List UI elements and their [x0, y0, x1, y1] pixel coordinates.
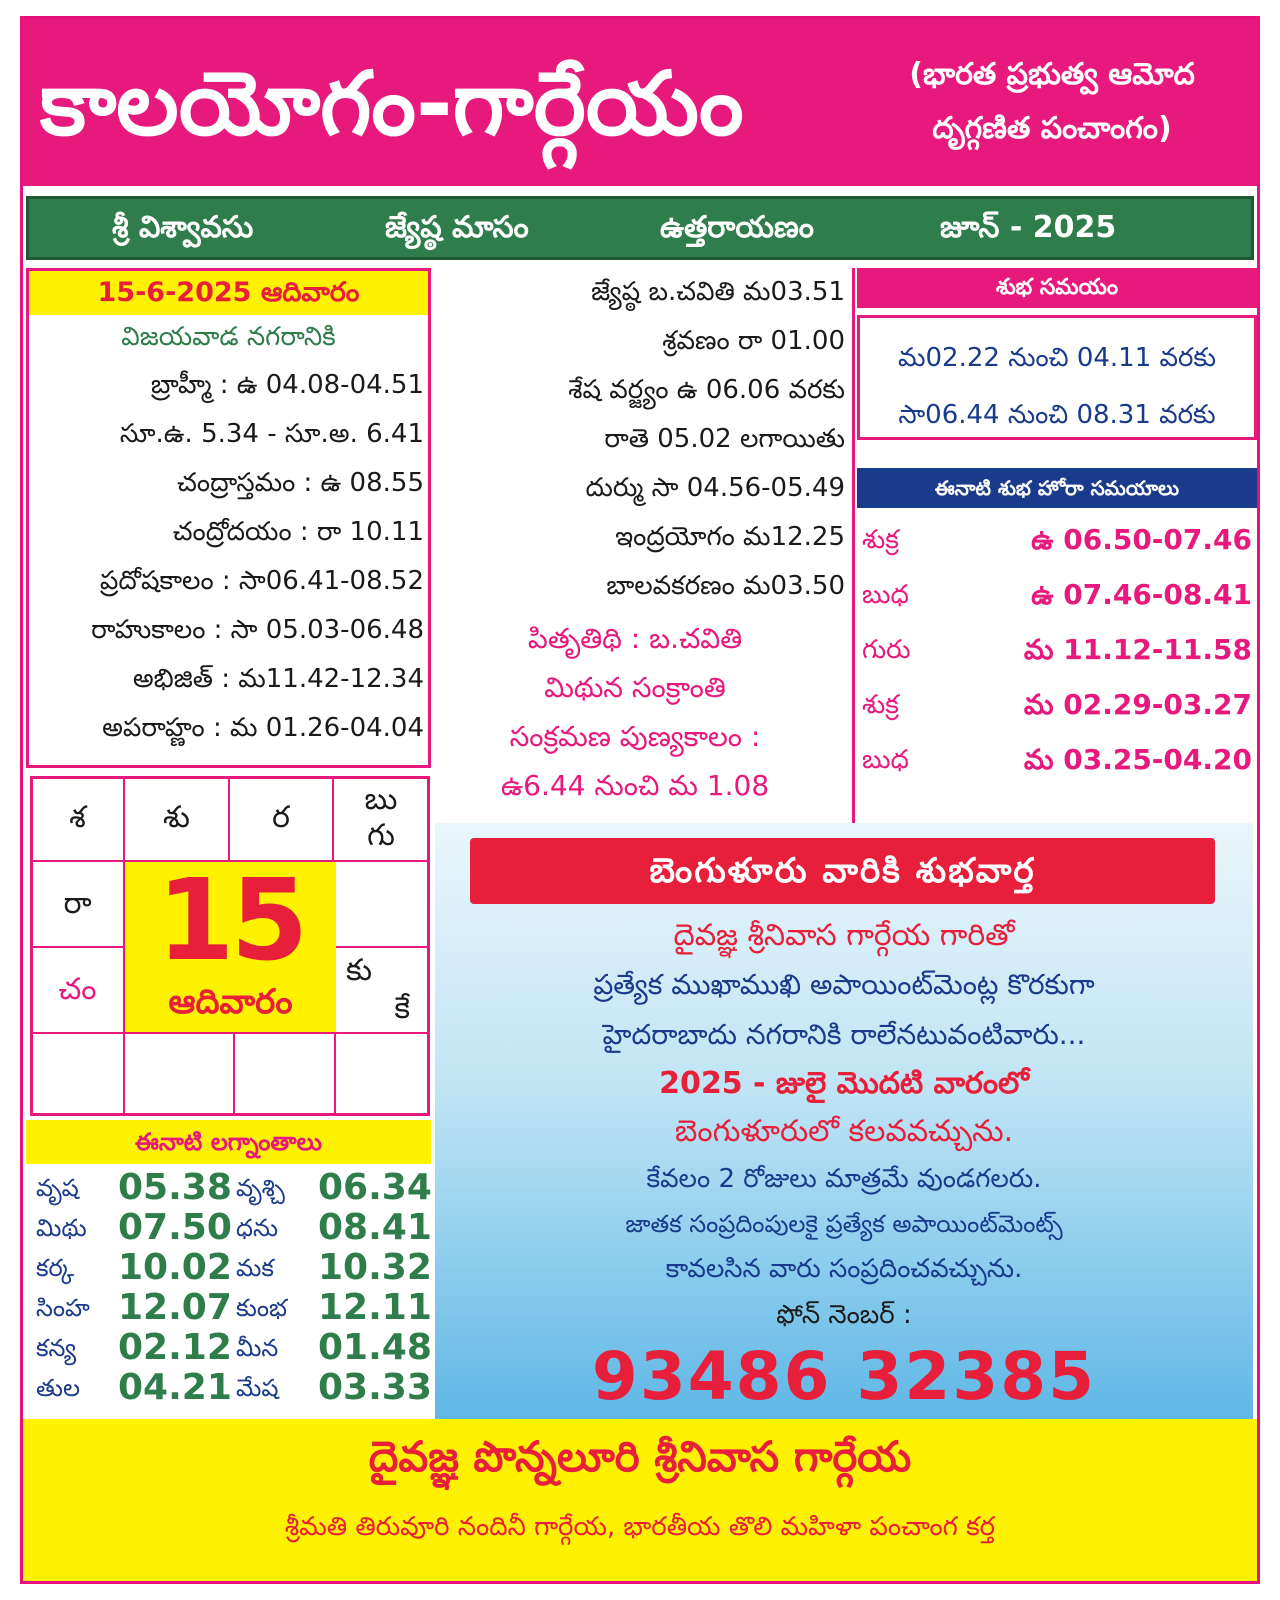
lagna-sign: మిథు: [36, 1214, 87, 1242]
day-box: [125, 856, 336, 1032]
lagna-time: 12.11: [318, 1287, 432, 1328]
lagna-time: 10.32: [318, 1247, 432, 1288]
chart-cell-mars-ketu: [334, 946, 430, 1034]
lagna-time: 02.12: [118, 1327, 232, 1368]
city-label: విజయవాడ నగరానికి: [121, 322, 336, 352]
year-name: శ్రీ విశ్వావసు: [112, 210, 254, 245]
panchang-line: శ్రవణం రా 01.00: [662, 326, 845, 356]
ad-line: కేవలం 2 రోజులు మాత్రమే వుండగలరు.: [646, 1164, 1042, 1194]
chart-cell-empty: [233, 1032, 336, 1116]
hora-time: ఉ 06.50-07.46: [1031, 523, 1252, 556]
timing-line: అభిజిత్ : మ11.42-12.34: [132, 664, 424, 694]
lagna-sign: మేష: [236, 1374, 279, 1402]
timing-line: సూ.ఉ. 5.34 - సూ.అ. 6.41: [119, 419, 424, 449]
lagna-heading: ఈనాటి లగ్నాంతాలు: [26, 1120, 431, 1164]
footer-author: దైవజ్ఞ పొన్నలూరి శ్రీనివాస గార్గేయ: [368, 1432, 912, 1481]
subtitle-line-1: (భారత ప్రభుత్వ ఆమోద: [909, 57, 1195, 92]
ad-line: 2025 - జులై మొదటి వారంలో: [659, 1066, 1029, 1101]
hora-heading: ఈనాటి శుభ హోరా సమయాలు: [857, 468, 1257, 508]
column-divider: [852, 268, 855, 823]
timing-line: బ్రాహ్మీ : ఉ 04.08-04.51: [150, 370, 424, 400]
phone-number: 93486 32385: [591, 1338, 1097, 1415]
timing-line: చంద్రాస్తమం : ఉ 08.55: [177, 468, 424, 498]
lagna-sign: ధను: [236, 1214, 279, 1242]
ad-line: దైవజ్ఞ శ్రీనివాస గార్గేయ గారితో: [673, 918, 1015, 953]
shubha-heading: శుభ సమయం: [857, 268, 1257, 308]
chart-cell-moon: చం: [30, 946, 125, 1034]
chart-cell-empty: [334, 860, 430, 948]
lagna-sign: కన్య: [36, 1334, 77, 1362]
day-number: 15: [156, 856, 305, 986]
lagna-sign: కర్క: [36, 1254, 75, 1282]
header-subtitle: [852, 48, 1252, 156]
month-name: జ్యేష్ఠ మాసం: [385, 210, 529, 245]
punyakalam-label: సంక్రమణ పుణ్యకాలం :: [509, 720, 761, 753]
lagna-sign: మక: [236, 1254, 274, 1282]
lagna-time: 08.41: [318, 1207, 432, 1248]
chart-cell-mercury-jupiter: [332, 776, 430, 862]
lagna-sign: తుల: [36, 1374, 80, 1402]
subtitle-line-2: దృగ్గణిత పంచాంగం): [932, 111, 1172, 146]
lagna-sign: మీన: [236, 1334, 279, 1362]
lagna-sign: వృష: [36, 1174, 79, 1202]
planet-jupiter: గు: [367, 818, 395, 853]
panchang-line: జ్యేష్ఠ బ.చవితి మ03.51: [591, 277, 845, 307]
sankranti: మిథున సంక్రాంతి: [544, 671, 726, 704]
lagna-sign: వృశ్చి: [236, 1174, 285, 1202]
ad-heading: బెంగుళూరు వారికి శుభవార్త: [470, 838, 1215, 904]
panchang-line: ఇంద్రయోగం మ12.25: [615, 522, 845, 552]
page-title: కాలయోగం-గార్గేయం: [40, 52, 744, 155]
shubha-line: మ02.22 నుంచి 04.11 వరకు: [898, 343, 1216, 373]
shubha-line: సా06.44 నుంచి 08.31 వరకు: [898, 400, 1216, 430]
chart-cell-sun: ర: [228, 776, 334, 862]
lagna-time: 10.02: [118, 1247, 232, 1288]
timing-line: అపరాహ్ణం : మ 01.26-04.04: [102, 713, 424, 743]
chart-cell-empty: [334, 1032, 430, 1116]
date-heading: 15-6-2025 ఆదివారం: [29, 271, 428, 315]
timing-line: చంద్రోదయం : రా 10.11: [172, 517, 424, 547]
lagna-time: 07.50: [118, 1207, 232, 1248]
phone-label: ఫోన్ నెంబర్ :: [776, 1300, 912, 1330]
lagna-time: 06.34: [318, 1167, 432, 1208]
chart-cell-venus: శు: [123, 776, 230, 862]
hora-planet: గురు: [862, 635, 911, 665]
timing-line: రాహుకాలం : సా 05.03-06.48: [91, 615, 424, 645]
hora-time: మ 11.12-11.58: [1023, 633, 1252, 666]
chart-cell-rahu: రా: [30, 860, 125, 948]
hora-planet: శుక్ర: [862, 525, 899, 555]
planet-mars: కు: [346, 953, 373, 988]
punyakalam-time: ఉ6.44 నుంచి మ 1.08: [500, 769, 770, 802]
lagna-time: 03.33: [318, 1367, 432, 1408]
ad-line: బెంగుళూరులో కలవవచ్చును.: [674, 1114, 1014, 1149]
hora-time: ఉ 07.46-08.41: [1031, 578, 1252, 611]
panchang-line: రాతె 05.02 లగాయితు: [604, 424, 845, 454]
lagna-sign: కుంభ: [236, 1294, 287, 1322]
chart-cell-saturn: శ: [30, 776, 125, 862]
footer-coauthor: శ్రీమతి తిరువూరి నందినీ గార్గేయ, భారతీయ తొలి మహిళా పంచాంగ కర్త: [284, 1512, 996, 1542]
panchang-line: శేష వర్జ్యం ఉ 06.06 వరకు: [568, 375, 845, 405]
ad-line: ప్రత్యేక ముఖాముఖి అపాయింట్‌మెంట్ల కొరకుగా: [593, 968, 1095, 1001]
hora-planet: బుధ: [862, 745, 909, 775]
hora-time: మ 03.25-04.20: [1023, 743, 1252, 776]
panchang-line: దుర్ము సా 04.56-05.49: [585, 473, 845, 503]
hora-planet: బుధ: [862, 580, 909, 610]
month-year: జూన్ - 2025: [940, 210, 1117, 245]
pitru-tithi: పితృతిథి : బ.చవితి: [527, 622, 743, 655]
ayanam: ఉత్తరాయణం: [660, 210, 814, 245]
lagna-sign: సింహ: [36, 1294, 90, 1322]
ad-line: కావలసిన వారు సంప్రదించవచ్చును.: [665, 1254, 1023, 1284]
chart-cell-empty: [123, 1032, 235, 1116]
lagna-time: 05.38: [118, 1167, 232, 1208]
day-name: ఆదివారం: [168, 982, 293, 1022]
hora-planet: శుక్ర: [862, 690, 899, 720]
ad-line: జాతక సంప్రదింపులకై ప్రత్యేక అపాయింట్‌మెంట్స్: [625, 1210, 1063, 1238]
hora-time: మ 02.29-03.27: [1023, 688, 1252, 721]
lagna-time: 01.48: [318, 1327, 432, 1368]
panchang-line: బాలవకరణం మ03.50: [606, 571, 845, 601]
timing-line: ప్రదోషకాలం : సా06.41-08.52: [99, 566, 424, 596]
chart-cell-empty: [30, 1032, 125, 1116]
lagna-time: 04.21: [118, 1367, 232, 1408]
planet-ketu: కే: [394, 991, 410, 1026]
planet-mercury: బు: [364, 782, 398, 817]
lagna-time: 12.07: [118, 1287, 232, 1328]
ad-line: హైదరాబాదు నగరానికి రాలేనటువంటివారు...: [602, 1018, 1086, 1051]
